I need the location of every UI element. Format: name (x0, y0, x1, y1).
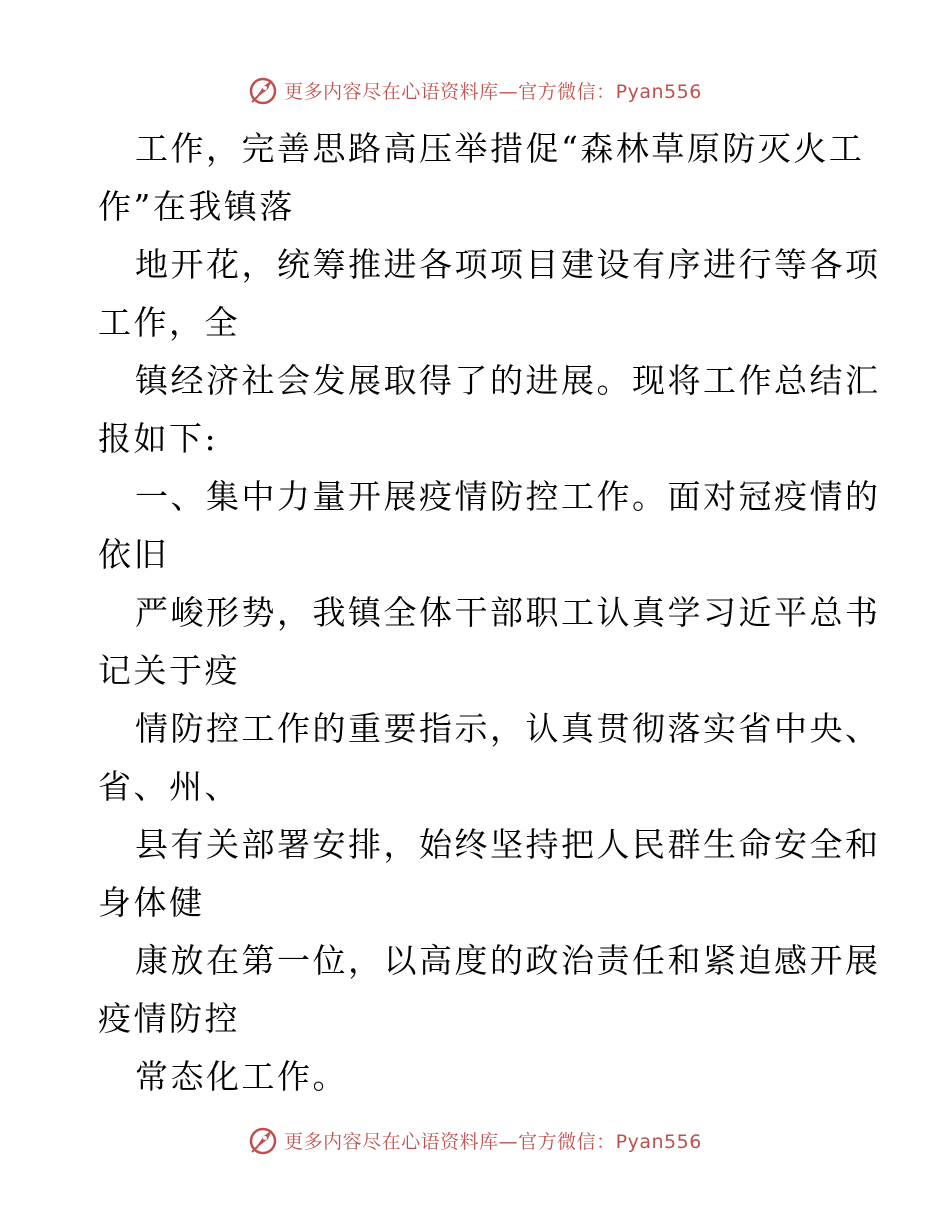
paragraph (98, 932, 881, 1048)
paragraph-first-line: 康放在第一位，以高度的政治责任和紧迫感开展 (135, 941, 881, 980)
paragraph-continuation: 工作，全 (98, 303, 240, 342)
paragraph-first-line: 地开花，统筹推进各项项目建设有序进行等各项 (135, 245, 881, 284)
document-body (98, 120, 881, 1106)
paragraph (98, 700, 881, 816)
paragraph (98, 584, 881, 700)
paragraph-continuation: 疫情防控 (98, 999, 240, 1038)
paragraph (98, 120, 865, 236)
pen-nib-logo-icon (248, 1124, 280, 1156)
paragraph (98, 1048, 858, 1106)
paragraph-continuation: 报如下: (98, 419, 219, 458)
paragraph-first-line: 常态化工作。 (135, 1057, 348, 1096)
paragraph-first-line: 一、集中力量开展疫情防控工作。面对冠疫情的 (135, 477, 881, 516)
paragraph-first-line: 县有关部署安排，始终坚持把人民群生命安全和 (135, 825, 881, 864)
paragraph (98, 352, 881, 468)
footer-watermark (0, 1120, 950, 1160)
paragraph-continuation: 身体健 (98, 883, 205, 922)
paragraph-continuation: 依旧 (98, 535, 169, 574)
paragraph-first-line: 工作，完善思路高压举措促“森林草原防灭火工 (135, 129, 865, 168)
paragraph (98, 468, 881, 584)
paragraph (98, 236, 881, 352)
paragraph (98, 816, 881, 932)
paragraph-continuation: 作”在我镇落 (98, 187, 295, 226)
paragraph-first-line: 情防控工作的重要指示，认真贯彻落实省中央、 (135, 709, 881, 748)
paragraph-continuation: 省、州、 (98, 767, 240, 806)
watermark-text: 更多内容尽在心语资料库—官方微信：Pyan556 (284, 1130, 702, 1153)
pen-nib-logo-icon (248, 74, 280, 106)
paragraph-continuation: 记关于疫 (98, 651, 240, 690)
header-watermark (0, 70, 950, 110)
paragraph-first-line: 严峻形势，我镇全体干部职工认真学习近平总书 (135, 593, 881, 632)
paragraph-first-line: 镇经济社会发展取得了的进展。现将工作总结汇 (135, 361, 881, 400)
watermark-text: 更多内容尽在心语资料库—官方微信：Pyan556 (284, 80, 702, 103)
